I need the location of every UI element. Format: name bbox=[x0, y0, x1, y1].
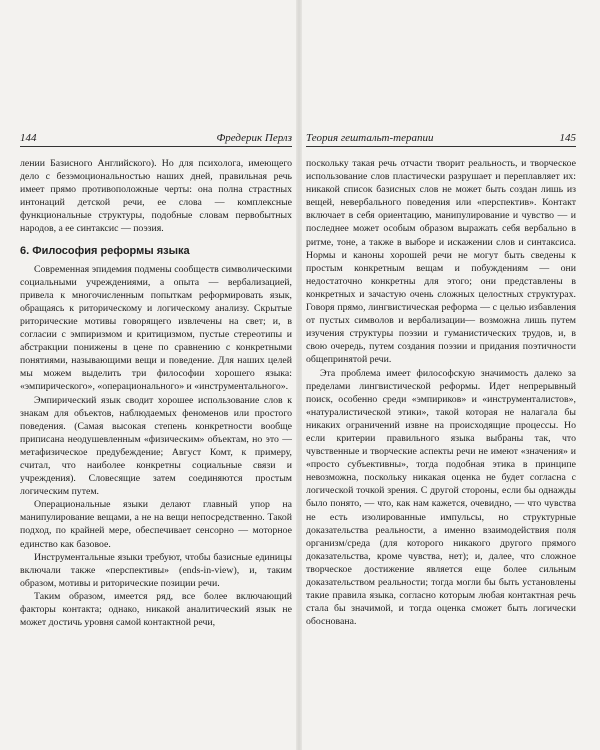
right-page-header bbox=[306, 130, 576, 147]
paragraph: поскольку такая речь отчасти творит реальность, и творческое использование слов пластически разрушает и переплавляет их: никакой список базисных слов не может быть создан лишь из вещей, невербального поведения или «перспектив». Контакт включает в себя ориентацию, манипулирование и чувство — и последнее может особым образом выражать себя вербально в ритме, тоне, а также в выборе и искажении слов и синтаксиса. Нормы и каноны хорошей речи не могут быть сведены к простым конкретным вещам и побуждениям — они недостаточно конкретны для этого; они представлены в конкретных и зачастую очень сложных целостных структурах. Говоря прямо, лингвистическая реформа — с целью избавления от пустых символов и вербализации— возможна лишь путем изучения структуры поэзии и гуманистических трудов, и, в свою очередь, путем создания поэзии и придания поэтичности общепринятой речи. bbox=[306, 158, 576, 366]
book-gutter bbox=[296, 0, 302, 750]
section-title: 6. Философия реформы языка bbox=[20, 244, 190, 257]
paragraph: Таким образом, имеется ряд, все более включающий факторы контакта; однако, никакой аналитический язык не может достичь уровня самой контактной речи, bbox=[20, 590, 292, 629]
right-page-number: 145 bbox=[559, 132, 576, 144]
right-running-head: Теория гештальт-терапии bbox=[306, 132, 434, 144]
left-page-text bbox=[20, 157, 292, 629]
paragraph: Инструментальные языки требуют, чтобы базисные единицы включали также «перспективы» (ends-in-view), и, таким образом, мотивы и риторические позиции речи. bbox=[20, 551, 292, 589]
paragraph: Эта проблема имеет философскую значимость далеко за пределами лингвистической реформы. Идет непрерывный поиск, особенно среди «эмпириков» и «инструменталистов», «натуралистической этики», такой которая не налагала бы никаких ограничений извне на происходящие процессы. Но если критерии правильного языка выбраны так, что чувственные и творческие аспекты речи не имеют «значения» и «просто субъективны», тогда подобная этика в принципе невозможна, поскольку никакая оценка не будет согласна с логической точкой зрения. С другой стороны, если бы однажды было понято, — что, как нам кажется, очевидно, — что чувства не есть изолированные импульсы, но структурные доказательства реальности, а именно взаимодействия поля организм/среда (для которого никакого другого прямого доказательства, кроме чувства, нет); и, далее, что сложное творческое достижение является еще более сильным доказательством реальности; тогда могли бы быть установлены такие правила языка, согласно которым любая контактная речь стала бы значимой, и тогда оценка сможет быть логически обоснована. bbox=[306, 367, 576, 628]
left-running-head: Фредерик Перлз bbox=[216, 132, 292, 144]
paragraph: Эмпирический язык сводит хорошее использование слов к знакам для объектов, наблюдаемых феноменов или простого поведения. (Самая высокая степень конкретности вообще приписана неодушевленным «физическим» объектам, но это — метафизическое предубеждение; Август Комт, к примеру, считал, что наиболее конкретны социальные связи и учреждения). Словесящие затем соединяются простым логическим путем. bbox=[20, 394, 292, 498]
paragraph: Современная эпидемия подмены сообществ символическими социальными учреждениями, а опыта — вербализацией, привела к многочисленным попыткам реформировать язык, обращаясь к риторическому и логическому анализу. Скрытые риторические мотивы говорящего извлечены на свет; и, в согласии с эмпиризмом и критицизмом, пустые стереотипы и абстракции понижены в цене по сравнению с конкретными понятиями, называющими вещи и поведение. Для наших целей мы можем выделить три философии хорошего языка: «эмпирического», «операционального» и «инструментального». bbox=[20, 263, 292, 393]
right-page-text bbox=[306, 157, 576, 628]
left-page bbox=[20, 130, 292, 730]
left-page-number: 144 bbox=[20, 132, 37, 144]
right-page bbox=[306, 130, 576, 730]
paragraph: Операциональные языки делают главный упор на манипулирование вещами, а не на вещи непосредственно. Такой подход, по крайней мере, обеспечивает сенсорно — моторное единство как базовое. bbox=[20, 499, 292, 550]
left-page-header bbox=[20, 130, 292, 147]
paragraph: лении Базисного Английского). Но для психолога, имеющего дело с безэмоциональностью наших дней, правильная речь имеет прямо противоположные черты: она полна страстных интонаций детской речи, ее слова — комплексные функциональные структуры, подобные словам первобытных народов, а ее синтаксис — поэзия. bbox=[20, 158, 292, 235]
